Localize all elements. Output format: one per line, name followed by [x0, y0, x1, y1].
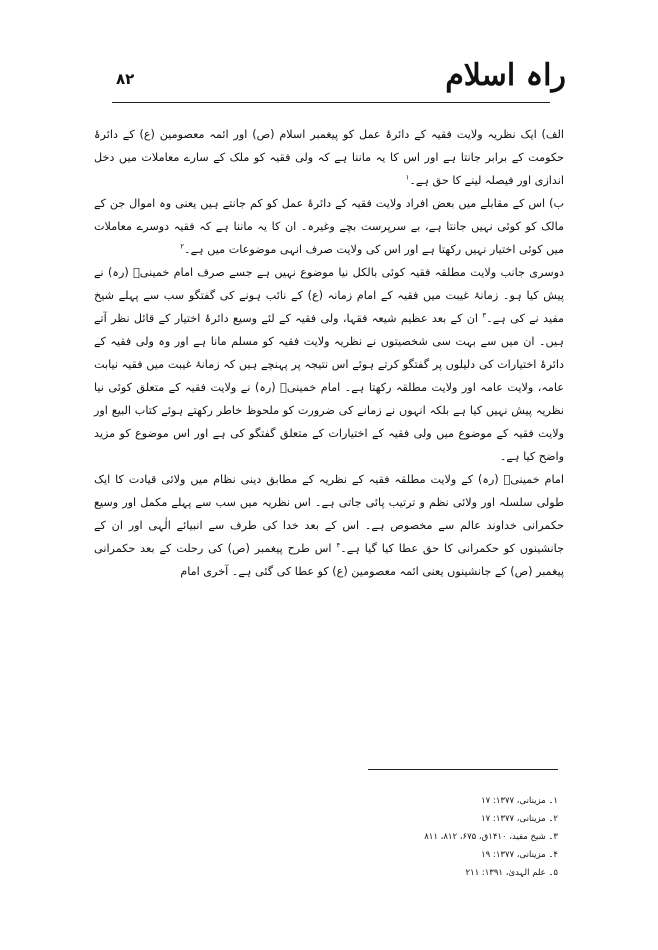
page-number: ۸۲ [116, 70, 135, 88]
footnote-ref: ۲ [180, 242, 185, 251]
footnote-item: ۴۔ مزینانی، ۱۳۷۷: ۱۹ [481, 850, 558, 860]
paragraph-text: دوسری جانب ولایت مطلقہ فقیہ کوئی بالکل نیا موضوع نہیں ہے جسے صرف امام خمینیؒ (رہ) نے پیش کیا ہو۔ زمانۂ غیبت میں فقیہ کے امام زمانہ (ع) کے نائب ہونے کی گفتگو سب سے پہلے شیخ مفید نے کی ہے۔ [94, 266, 564, 325]
header-divider [112, 102, 550, 103]
paragraph-history [94, 261, 564, 468]
footnote-item: ۳۔ شیخ مفید، ۱۴۱۰ق، ۶۷۵، ۸۱۲، ۸۱۱ [424, 832, 558, 842]
paragraph-text: امام خمینیؒ (رہ) کے ولایت مطلقہ فقیہ کے نظریہ کے مطابق دینی نظام میں ولائی قیادت کا ایک طولی سلسلہ اور ولائی نظم و ترتیب پائی جاتی ہے۔ اس نظریہ میں سب سے پہلے مکمل اور وسیع حکمرانی خداوند عالم سے مخصوص ہے۔ اس کے بعد خدا کی طرف سے انبیائے الٰہی اور ان کے جانشینوں کو حکمرانی کا حق عطا کیا گیا ہے۔ [94, 473, 564, 555]
footnote-ref: ۴ [336, 541, 341, 550]
footnote-item: ۲۔ مزینانی، ۱۳۷۷: ۱۷ [481, 814, 558, 824]
paragraph-text: ب) اس کے مقابلے میں بعض افراد ولایت فقیہ کے دائرۂ عمل کو کم جانتے ہیں یعنی وہ اموال جن کے مالک کو کوئی نہیں جانتا ہے، بے سرپرست بچے وغیرہ۔ ان کا یہ ماننا ہے کہ فقیہ دوسرے معاملات میں کوئی اختیار نہیں رکھتا ہے اور اس کی ولایت صرف انہی موضوعات میں ہے۔ [94, 197, 564, 256]
footnote-item: ۵۔ علم الہدیٰ، ۱۳۹۱: ۲۱۱ [465, 868, 558, 878]
paragraph-alif [94, 123, 564, 192]
footnote-item: ۱۔ مزینانی، ۱۳۷۷: ۱۷ [481, 796, 558, 806]
main-text [94, 123, 564, 583]
paragraph-khomeini-theory [94, 468, 564, 583]
paragraph-text: الف) ایک نظریہ ولایت فقیہ کے دائرۂ عمل کو پیغمبر اسلام (ص) اور ائمہ معصومین (ع) کے دائرۂ حکومت کے برابر جانتا ہے اور اس کا یہ ماننا ہے کہ ولی فقیہ کو ملک کے سارے معاملات میں دخل اندازی اور فیصلہ لینے کا حق ہے۔ [94, 128, 564, 187]
footnotes [300, 792, 558, 882]
footnote-divider [368, 769, 558, 770]
footnote-ref: ۱ [405, 173, 410, 182]
paragraph-be [94, 192, 564, 261]
running-header-title: راہ اسلام [445, 58, 566, 93]
paragraph-text-continued: اس طرح پیغمبر (ص) کی رحلت کے بعد حکمرانی پیغمبر (ص) کے جانشینوں یعنی ائمہ معصومین (ع) کو عطا کی گئی ہے۔ آخری امام [94, 542, 564, 578]
footnote-ref: ۳ [482, 311, 487, 320]
paragraph-text-continued: ان کے بعد عظیم شیعہ فقہا، ولی فقیہ کے لئے وسیع دائرۂ اختیار کے قائل نظر آتے ہیں۔ ان میں سے بہت سی شخصیتوں نے نظریہ ولایت فقیہ کو مسلم مانا ہے اور وہ ولی فقیہ کے دائرۂ اختیارات کی دلیلوں پر گفتگو کرتے ہوئے اس نتیجہ پر پہنچے ہیں کہ زمانۂ غیبت میں فقیہ نیابت عامہ، ولایت عامہ اور ولایت مطلقہ رکھتا ہے۔ امام خمینیؒ (رہ) نے ولایت فقیہ کے متعلق کوئی نیا نظریہ پیش نہیں کیا ہے بلکہ انہوں نے زمانے کی ضرورت کو ملحوظ خاطر رکھتے ہوئے کتاب البیع اور ولایت فقیہ کے موضوع میں ولی فقیہ کے اختیارات کے متعلق گفتگو کی ہے اور اس موضوع کو مزید واضح کیا ہے۔ [94, 312, 564, 463]
